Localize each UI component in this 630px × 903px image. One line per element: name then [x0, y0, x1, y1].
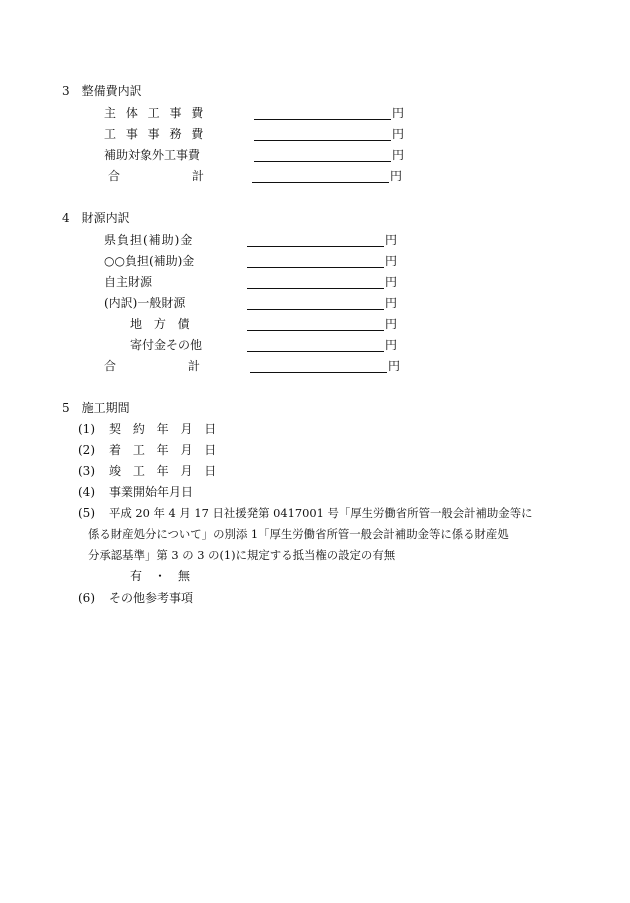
s3-yen-2: 円 [392, 127, 405, 141]
s4-item-total: 合 計 [104, 359, 201, 373]
s3-item-non-subsidy: 補助対象外工事費 [104, 148, 201, 162]
s5-item-6-text: その他参考事項 [109, 591, 194, 605]
s3-item-total: 合 計 [108, 169, 205, 183]
s4-yen-3: 円 [385, 275, 398, 289]
s5-item-5-choice[interactable]: 有 ・ 無 [130, 569, 191, 583]
s4-yen-5: 円 [385, 317, 398, 331]
section-5-heading: 5 施工期間 [62, 401, 130, 415]
s5-item-5-line3: 分承認基準」第 3 の 3 の(1)に規定する抵当権の設定の有無 [88, 548, 396, 562]
s4-item-general-funds: (内訳)一般財源 [104, 296, 186, 310]
s5-item-1-text: 契 約 年 月 日 [109, 422, 221, 436]
s4-yen-7: 円 [388, 359, 401, 373]
s4-item-local-bond: 地 方 債 [130, 317, 194, 331]
s3-line-1[interactable] [254, 119, 391, 120]
s5-item-5-num: (5) [78, 506, 95, 520]
s4-item-donation: 寄付金その他 [130, 338, 203, 352]
section-3-heading: 3 整備費内訳 [62, 84, 142, 98]
s4-line-6[interactable] [247, 351, 384, 352]
s3-yen-4: 円 [390, 169, 403, 183]
s3-yen-1: 円 [392, 106, 405, 120]
s5-item-1-num: (1) [78, 422, 95, 436]
s4-item-other-body: ○○負担(補助)金 [104, 254, 195, 268]
s4-line-3[interactable] [247, 288, 384, 289]
s5-item-5-line1: 平成 20 年 4 月 17 日社援発第 0417001 号「厚生労働省所管一般会計補助金等に [109, 506, 533, 520]
s4-line-2[interactable] [247, 267, 384, 268]
s4-item-pref: 県負担(補助)金 [104, 233, 194, 247]
s4-yen-1: 円 [385, 233, 398, 247]
section-4-heading: 4 財源内訳 [62, 211, 130, 225]
s4-line-5[interactable] [247, 330, 384, 331]
s5-item-6-num: (6) [78, 591, 95, 605]
s5-item-2-text: 着 工 年 月 日 [109, 443, 221, 457]
s4-yen-6: 円 [385, 338, 398, 352]
s3-yen-3: 円 [392, 148, 405, 162]
s5-item-4-text: 事業開始年月日 [109, 485, 194, 499]
s5-item-2-num: (2) [78, 443, 95, 457]
s4-item-own-funds: 自主財源 [104, 275, 153, 289]
s4-yen-4: 円 [385, 296, 398, 310]
s5-item-4-num: (4) [78, 485, 95, 499]
s3-line-3[interactable] [254, 161, 391, 162]
s4-line-1[interactable] [247, 246, 384, 247]
s3-line-4[interactable] [252, 182, 389, 183]
s5-item-3-text: 竣 工 年 月 日 [109, 464, 221, 478]
s5-item-5-line2: 係る財産処分について」の別添 1「厚生労働省所管一般会計補助金等に係る財産処 [88, 527, 509, 541]
s4-line-4[interactable] [247, 309, 384, 310]
s3-item-admin: 工 事 事 務 費 [104, 127, 207, 141]
s3-line-2[interactable] [254, 140, 391, 141]
s3-item-main-work: 主 体 工 事 費 [104, 106, 207, 120]
s4-line-7[interactable] [250, 372, 387, 373]
s4-yen-2: 円 [385, 254, 398, 268]
s5-item-3-num: (3) [78, 464, 95, 478]
